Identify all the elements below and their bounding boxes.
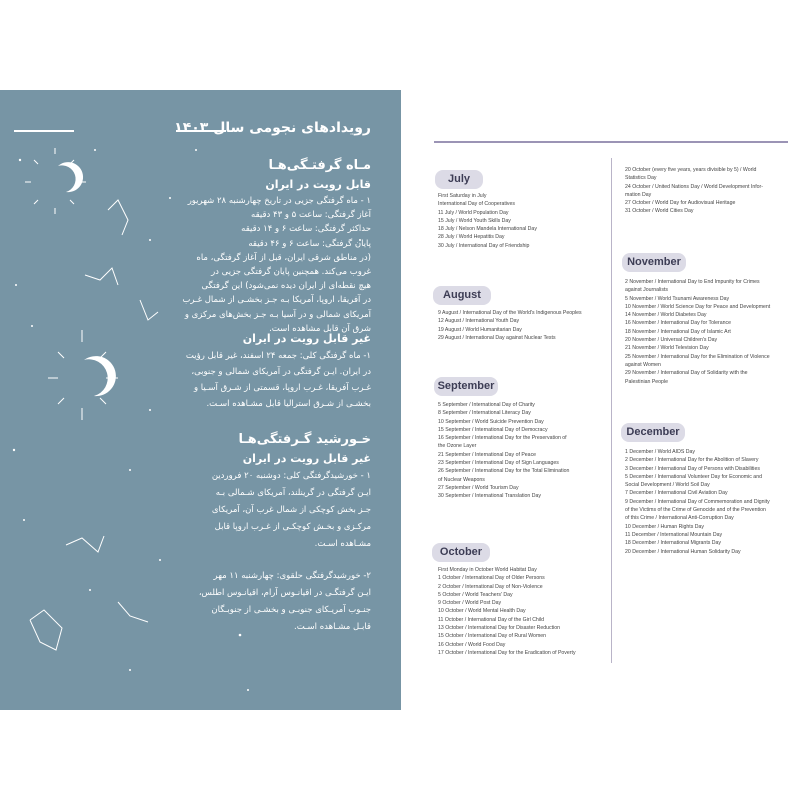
lunar-eclipse-heading: مـاه گرفتـگی‌هـا xyxy=(268,158,371,173)
crescent-moon-icon xyxy=(48,330,118,420)
month-label-august: August xyxy=(433,286,491,305)
solar-eclipse-item-2: ۲- خورشیدگرفتگی حلقوی: چهارشنبه ۱۱ مهر ایـن گرفتگـی در اقیانـوس آرام، اقیانـوس اطلس، جنـوب آمریـکای جنوبـی و بخشـی از جنوبـگان قابـل مشـاهده اسـت. xyxy=(198,571,371,632)
solar-eclipse-heading: خـورشید گـرفتگی‌هـا xyxy=(238,432,371,447)
lunar-invisible-heading: غیر قابل رویت در ایران xyxy=(242,332,371,345)
page-title: رویدادهای نجومی سال ۱۴۰۳ xyxy=(174,120,371,136)
lunar-visible-heading: قابل رویت در ایران xyxy=(265,178,371,191)
month-label-december: December xyxy=(621,423,685,442)
month-label-november: November xyxy=(622,253,686,272)
top-rule xyxy=(434,141,788,143)
december-events: 1 December / World AIDS Day 2 December / International Day for the Abolition of Slavery 3 December / International Day of Persons with Disabilities 5 December / International Volunteer Day for Economic and Social Development / World Soil Day 7 December / International Civil Aviation Day 9 December / International Day of Commemoration and Dignity of the Victims of the Crime of Genocide and of the Prevention of this Crime / International Anti-Corruption Day 10 December / Human Rights Day 11 December / International Mountain Day 18 December / International Migrants Day 20 December / International Human Solidarity Day xyxy=(625,449,770,555)
crescent-moon-icon xyxy=(25,148,86,214)
international-days-page xyxy=(401,90,800,710)
persian-astronomy-page xyxy=(0,90,401,710)
month-label-october: October xyxy=(432,543,490,562)
october-events: First Monday in October World Habitat Day 1 October / International Day of Older Persons 2 October / International Day of Non-Violence 5 October / World Teachers' Day 9 October / World Post Day 10 October / World Mental Health Day 11 October / International Day of the Girl Child 13 October / International Day for Disaster Reduction 15 October / International Day of Rural Women 16 October / World Food Day 17 October / International Day for the Eradication of Poverty xyxy=(438,567,576,656)
september-events: 5 September / International Day of Charity 8 September / International Literacy Day 10 September / World Suicide Prevention Day 15 September / International Day of Democracy 16 September / International Day for the Preservation of the Ozone Layer 21 September / International Day of Peace 23 September / International Day of Sign Languages 26 September / International Day for the Total Elimination of Nuclear Weapons 27 September / World Tourism Day 30 September / International Translation Day xyxy=(438,402,570,500)
november-events: 2 November / International Day to End Impunity for Crimes against Journalists 5 November / World Tsunami Awareness Day 10 November / World Science Day for Peace and Development 14 November / World Diabetes Day 16 November / International Day for Tolerance 18 November / International Day of Islamic Art 20 November / Universal Children's Day 21 November / World Television Day 25 November / International Day for the Elimination of Violence against Women 29 November / International Day of Solidarity with the Palestinian People xyxy=(625,279,771,385)
column-divider xyxy=(611,158,612,663)
october-continued-events: 20 October (every five years, years divisible by 5) / World Statistics Day 24 October / United Nations Day / World Development Infor- mation Day 27 October / World Day for Audiovisual Heritage 31 October / World Cities Day xyxy=(625,167,764,215)
lunar-invisible-text: ۱- ماه گرفتگی کلی: جمعه ۲۴ اسفند، غیر قابل رؤیت در ایران. ایـن گرفتگی در آمریکای شمالی و جنوبی، غـرب آفریقا، غـرب اروپا، قسمتی از شـرق آسـیا و بخشـی از شـرق استرالیا قابل مشـاهده اسـت. xyxy=(185,351,371,409)
lunar-visible-text: ۱ - ماه گرفتگی جزیی در تاریخ چهارشنبه ۲۸ شهریور آغاز گرفتگی: ساعت ۵ و ۴۳ دقیقه حداکثر گرفتگی: ساعت ۶ و ۱۴ دقیقه پایان گرفتگی: ساعت ۶ و ۴۶ دقیقه (در مناطق شرقی ایران، قبل از آغاز گرفتگی، ماه غروب می‌کند. همچنین پایان گرفتگی جزیی در هیچ نقطه‌ای از ایران دیده نمی‌شود) این گرفتگی در آفریقا، اروپا، آمریکا بـه جـز بخشـی از شمال غـرب آمریکای شمالی و در آسیا بـه جـز بخش‌های مرکزی و شرق آن قابل مشاهده است. xyxy=(182,196,371,334)
month-label-september: September xyxy=(434,377,498,396)
month-label-july: July xyxy=(435,170,483,189)
solar-invisible-heading: غیر قابل رویت در ایران xyxy=(242,452,371,465)
july-events: First Saturday in July International Day of Cooperatives 11 July / World Population Day 15 July / World Youth Skills Day 18 July / Nelson Mandela International Day 28 July / World Hepatitis Day 30 July / International Day of Friendship xyxy=(438,193,537,249)
title-underline-left xyxy=(14,130,74,132)
solar-eclipse-item-1: ۱ - خورشیدگرفتگی کلی: دوشنبه ۲۰ فروردین ایـن گرفتگی در گرینلند، آمریکای شـمالی بـه جـز بخش کوچکی از شمال غرب آن، آمریکای مرکـزی و بخـش کوچکـی از غـرب اروپا قابل مشـاهده اسـت. xyxy=(211,471,371,549)
august-events: 9 August / International Day of the World's Indigenous Peoples 12 August / International Youth Day 19 August / World Humanitarian Day 29 August / International Day against Nuclear Tests xyxy=(438,310,582,341)
